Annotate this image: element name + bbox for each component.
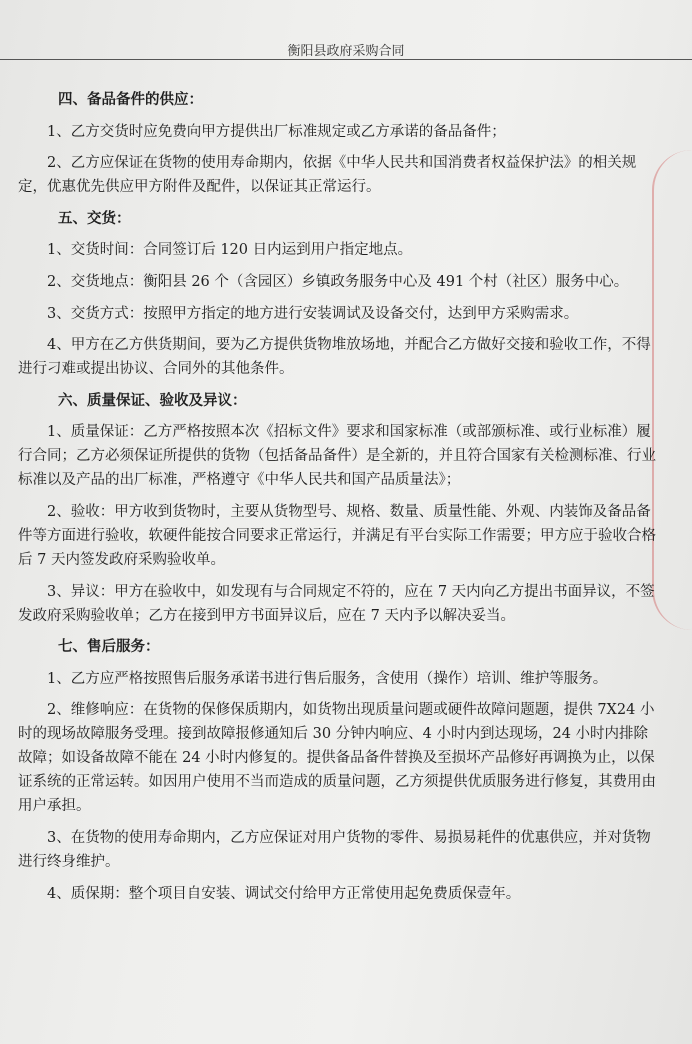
page-header-title: 衡阳县政府采购合同: [287, 44, 405, 59]
section-heading-after-sales: 七、售后服务：: [58, 638, 160, 656]
paragraph: 3、交货方式：按照甲方指定的地方进行安装调试及设备交付，达到甲方采购需求。: [47, 305, 579, 322]
section-heading-spares: 四、备品备件的供应：: [58, 91, 203, 108]
paragraph: 4、甲方在乙方供货期间，要为乙方提供货物堆放场地，并配合乙方做好交接和验收工作，不得进行刁难或提出协议、合同外的其他条件。: [18, 337, 651, 378]
paragraph: 1、交货时间：合同签订后 120 日内运到用户指定地点。: [47, 242, 413, 259]
paragraph: 2、维修响应：在货物的保修保质期内，如货物出现质量问题或硬件故障问题题，提供 7X24 小时的现场故障服务受理。接到故障报修通知后 30 分钟内响应、4 小时内到达现场，24 小时内排除故障；如设备故障不能在 24 小时内修复的。提供备品备件替换及至损坏产品修好再调换为止，以保证系统的正常运转。如因用户使用不当而造成的质量问题，乙方须提供优质服务进行修复，其费用由用户承担。: [18, 702, 656, 815]
paragraph: 1、乙方应严格按照售后服务承诺书进行售后服务，含使用（操作）培训、维护等服务。: [47, 670, 608, 687]
paragraph: 3、异议：甲方在验收中，如发现有与合同规定不符的，应在 7 天内向乙方提出书面异议，不签发政府采购验收单；乙方在接到甲方书面异议后，应在 7 天内予以解决妥当。: [18, 583, 655, 624]
section-heading-delivery: 五、交货：: [58, 209, 131, 227]
paragraph: 3、在货物的使用寿命期内，乙方应保证对用户货物的零件、易损易耗件的优惠供应，并对货物进行终身维护。: [18, 829, 651, 870]
paragraph: 2、交货地点：衡阳县 26 个（含园区）乡镇政务服务中心及 491 个村（社区）服务中心。: [47, 273, 629, 290]
document-body: [18, 88, 658, 906]
paragraph: 4、质保期：整个项目自安装、调试交付给甲方正常使用起免费质保壹年。: [47, 885, 521, 902]
paragraph: 2、乙方应保证在货物的使用寿命期内，依据《中华人民共和国消费者权益保护法》的相关规定，优惠优先供应甲方附件及配件，以保证其正常运行。: [18, 155, 637, 196]
red-seal-fragment: [652, 150, 692, 630]
paragraph: 1、质量保证：乙方严格按照本次《招标文件》要求和国家标准（或部颁标准、或行业标准）履行合同；乙方必须保证所提供的货物（包括备品备件）是全新的，并且符合国家有关检测标准、行业标准以及产品的出厂标准，严格遵守《中华人民共和国产品质量法》；: [18, 424, 656, 489]
paragraph: 2、验收：甲方收到货物时，主要从货物型号、规格、数量、质量性能、外观、内装饰及备品备件等方面进行验收，软硬件能按合同要求正常运行，并满足有平台实际工作需要；甲方应于验收合格后 7 天内签发政府采购验收单。: [18, 503, 656, 568]
section-heading-quality: 六、质量保证、验收及异议：: [58, 391, 247, 409]
header-divider: [0, 59, 692, 60]
paragraph: 1、乙方交货时应免费向甲方提供出厂标准规定或乙方承诺的备品备件；: [47, 123, 506, 140]
